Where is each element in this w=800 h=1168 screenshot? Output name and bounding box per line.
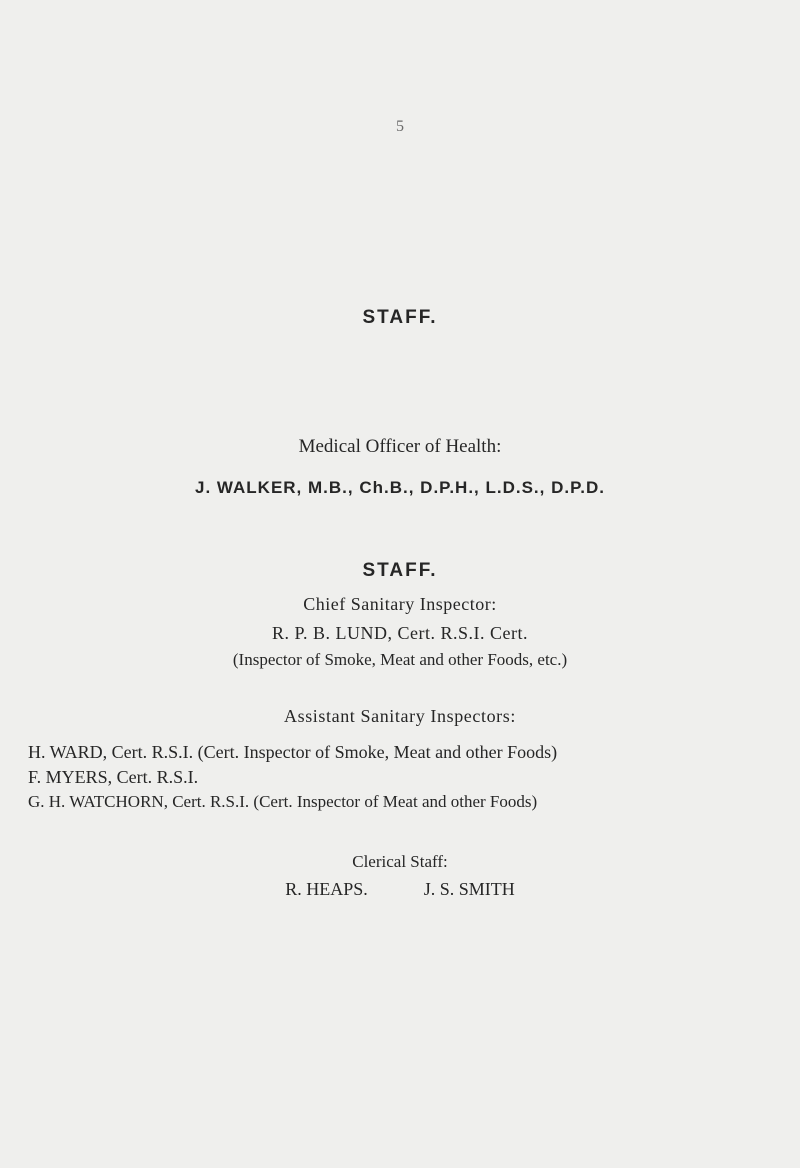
chief-inspector-note: (Inspector of Smoke, Meat and other Foods, etc.) bbox=[232, 650, 568, 669]
medical-officer-name: J. WALKER, M.B., Ch.B., D.P.H., L.D.S., D.P.D. bbox=[195, 478, 605, 497]
clerical-staff-name: R. HEAPS. bbox=[285, 879, 368, 899]
chief-inspector-label: Chief Sanitary Inspector: bbox=[303, 594, 497, 614]
clerical-staff-names bbox=[0, 879, 800, 900]
clerical-staff-label: Clerical Staff: bbox=[352, 852, 448, 871]
chief-inspector-name: R. P. B. LUND, Cert. R.S.I. Cert. bbox=[271, 623, 528, 643]
assistant-inspector-line: F. MYERS, Cert. R.S.I. bbox=[28, 767, 199, 787]
staff-heading: STAFF. bbox=[362, 307, 438, 328]
page-number: 5 bbox=[396, 118, 404, 135]
staff-heading-secondary: STAFF. bbox=[362, 560, 438, 581]
assistant-inspector-line: H. WARD, Cert. R.S.I. (Cert. Inspector of Smoke, Meat and other Foods) bbox=[28, 742, 558, 762]
medical-officer-label: Medical Officer of Health: bbox=[298, 436, 502, 457]
clerical-staff-name: J. S. SMITH bbox=[423, 879, 515, 899]
assistant-inspector-line: G. H. WATCHORN, Cert. R.S.I. (Cert. Inspector of Meat and other Foods) bbox=[28, 792, 538, 811]
assistant-inspectors-label: Assistant Sanitary Inspectors: bbox=[284, 706, 516, 726]
